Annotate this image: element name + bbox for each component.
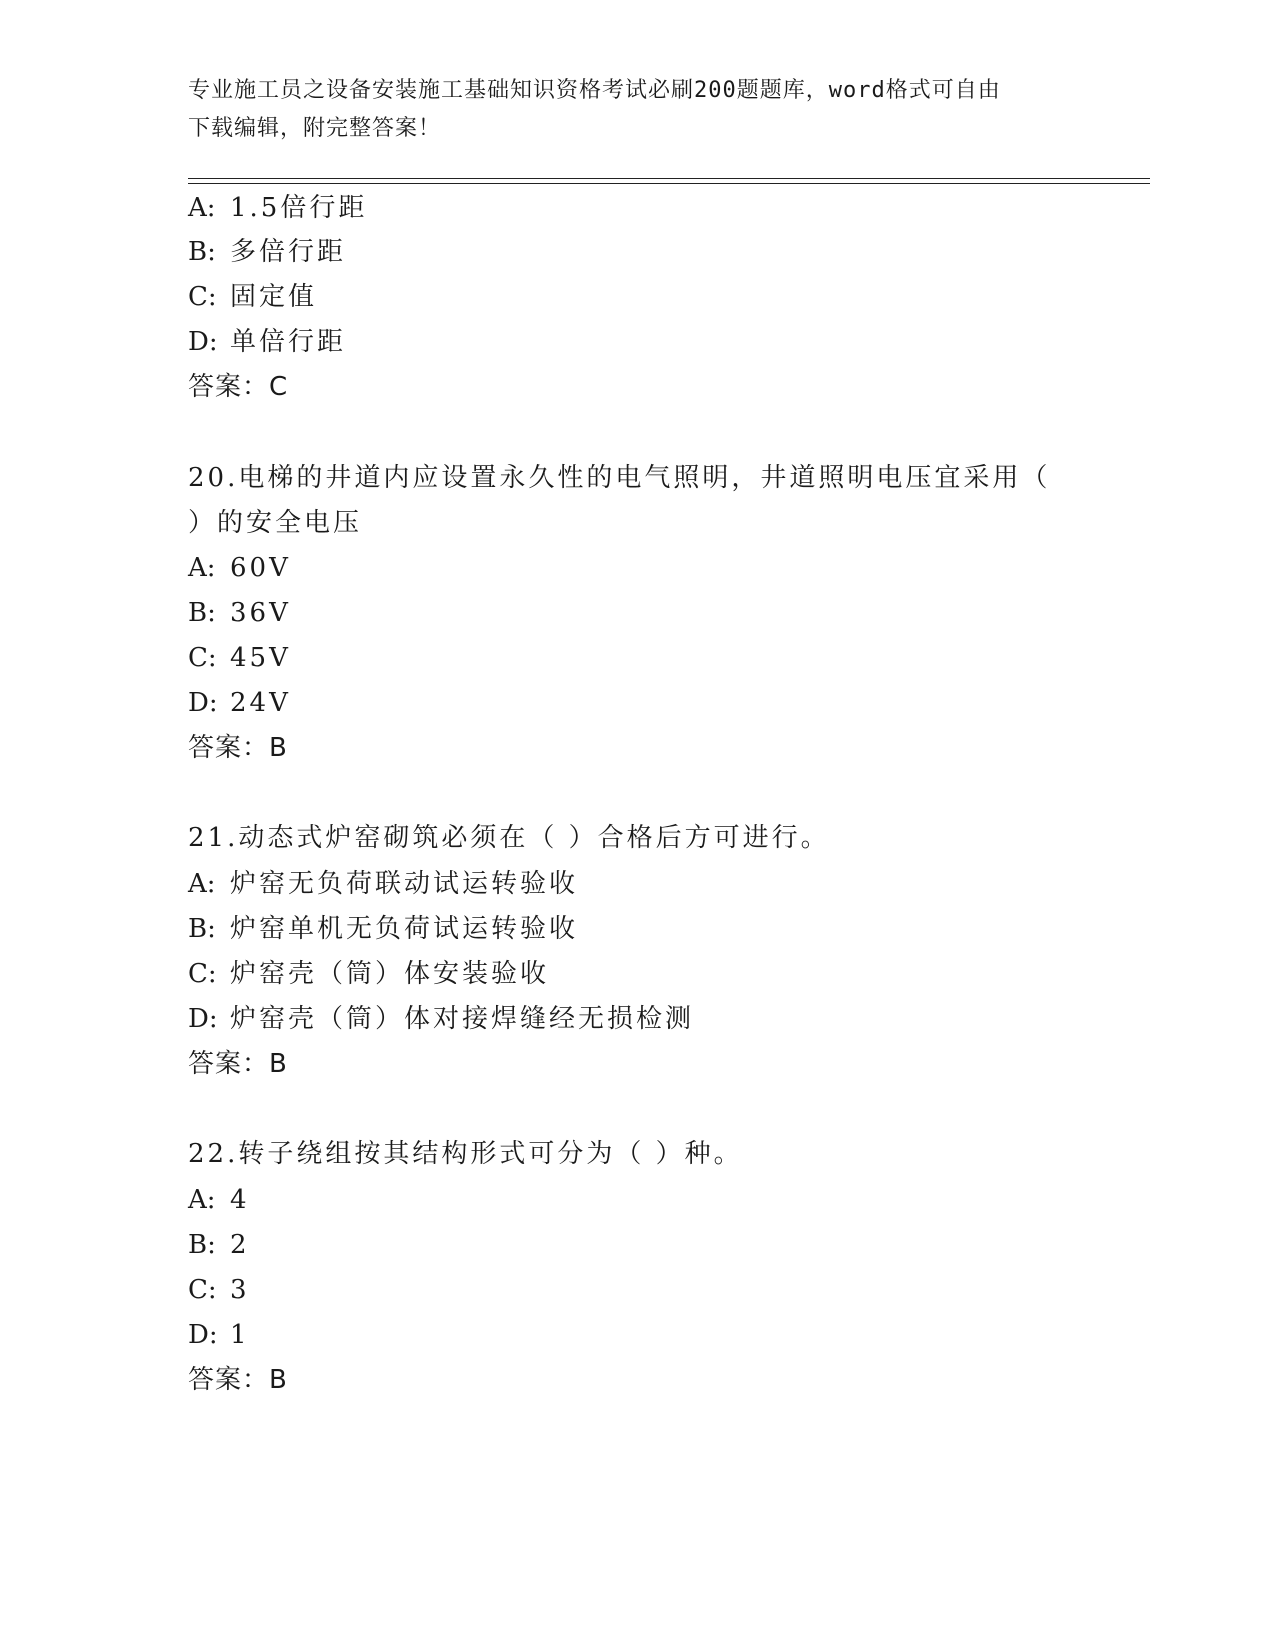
header-line-1: 专业施工员之设备安装施工基础知识资格考试必刷200题题库，word格式可自由	[188, 78, 1001, 103]
option-prefix: D:	[188, 1320, 218, 1350]
option-prefix: D:	[188, 327, 218, 357]
option-prefix: A:	[188, 193, 216, 223]
q22-option-c	[188, 1272, 250, 1308]
q22-answer: 答案：B	[188, 1365, 288, 1395]
option-text: 2	[230, 1230, 250, 1260]
q20-option-c	[188, 640, 291, 676]
option-text: 3	[230, 1275, 250, 1305]
option-text: 4	[230, 1185, 250, 1215]
option-prefix: D:	[188, 688, 218, 718]
option-prefix: D:	[188, 1004, 218, 1034]
q21-option-b	[188, 911, 578, 947]
option-text: 炉窑壳（筒）体安装验收	[230, 959, 550, 989]
option-prefix: C:	[188, 282, 217, 312]
q20-option-d	[188, 685, 291, 721]
q20-option-b	[188, 595, 291, 631]
option-prefix: B:	[188, 1230, 216, 1260]
option-text: 1	[230, 1320, 250, 1350]
q22-question: 22.转子绕组按其结构形式可分为（ ）种。	[188, 1139, 743, 1169]
option-prefix: A:	[188, 869, 216, 899]
option-text: 单倍行距	[230, 327, 347, 357]
q20-answer: 答案：B	[188, 733, 288, 763]
document-header	[188, 72, 1088, 148]
option-prefix: A:	[188, 1185, 216, 1215]
q19-answer: 答案：C	[188, 372, 289, 402]
option-prefix: B:	[188, 914, 216, 944]
option-text: 36V	[230, 598, 291, 628]
option-text: 24V	[230, 688, 291, 718]
option-text: 1.5倍行距	[230, 193, 368, 223]
option-prefix: B:	[188, 598, 216, 628]
q22-option-a	[188, 1182, 250, 1218]
q19-option-c	[188, 279, 317, 315]
q21-answer: 答案：B	[188, 1049, 288, 1079]
option-prefix: A:	[188, 553, 216, 583]
option-prefix: C:	[188, 1275, 217, 1305]
option-prefix: C:	[188, 959, 217, 989]
q21-option-d	[188, 1001, 694, 1037]
option-text: 多倍行距	[230, 237, 347, 267]
q20-question-line-1: 20.电梯的井道内应设置永久性的电气照明，井道照明电压宜采用（	[188, 463, 1051, 493]
q20-option-a	[188, 550, 291, 586]
option-text: 固定值	[230, 282, 318, 312]
header-divider-bottom	[188, 183, 1150, 184]
q21-question: 21.动态式炉窑砌筑必须在（ ）合格后方可进行。	[188, 823, 830, 853]
q21-option-c	[188, 956, 549, 992]
option-prefix: C:	[188, 643, 217, 673]
option-text: 45V	[230, 643, 291, 673]
option-text: 炉窑无负荷联动试运转验收	[230, 869, 579, 899]
option-text: 60V	[230, 553, 291, 583]
q19-option-d	[188, 324, 346, 360]
q20-question-line-2: ）的安全电压	[188, 508, 363, 538]
q22-option-b	[188, 1227, 250, 1263]
option-text: 炉窑单机无负荷试运转验收	[230, 914, 579, 944]
option-prefix: B:	[188, 237, 216, 267]
q19-option-a	[188, 190, 367, 226]
option-text: 炉窑壳（筒）体对接焊缝经无损检测	[230, 1004, 695, 1034]
header-divider-top	[188, 178, 1150, 179]
header-line-2: 下载编辑，附完整答案！	[188, 116, 442, 141]
q21-option-a	[188, 866, 578, 902]
q22-option-d	[188, 1317, 250, 1353]
q19-option-b	[188, 234, 346, 270]
